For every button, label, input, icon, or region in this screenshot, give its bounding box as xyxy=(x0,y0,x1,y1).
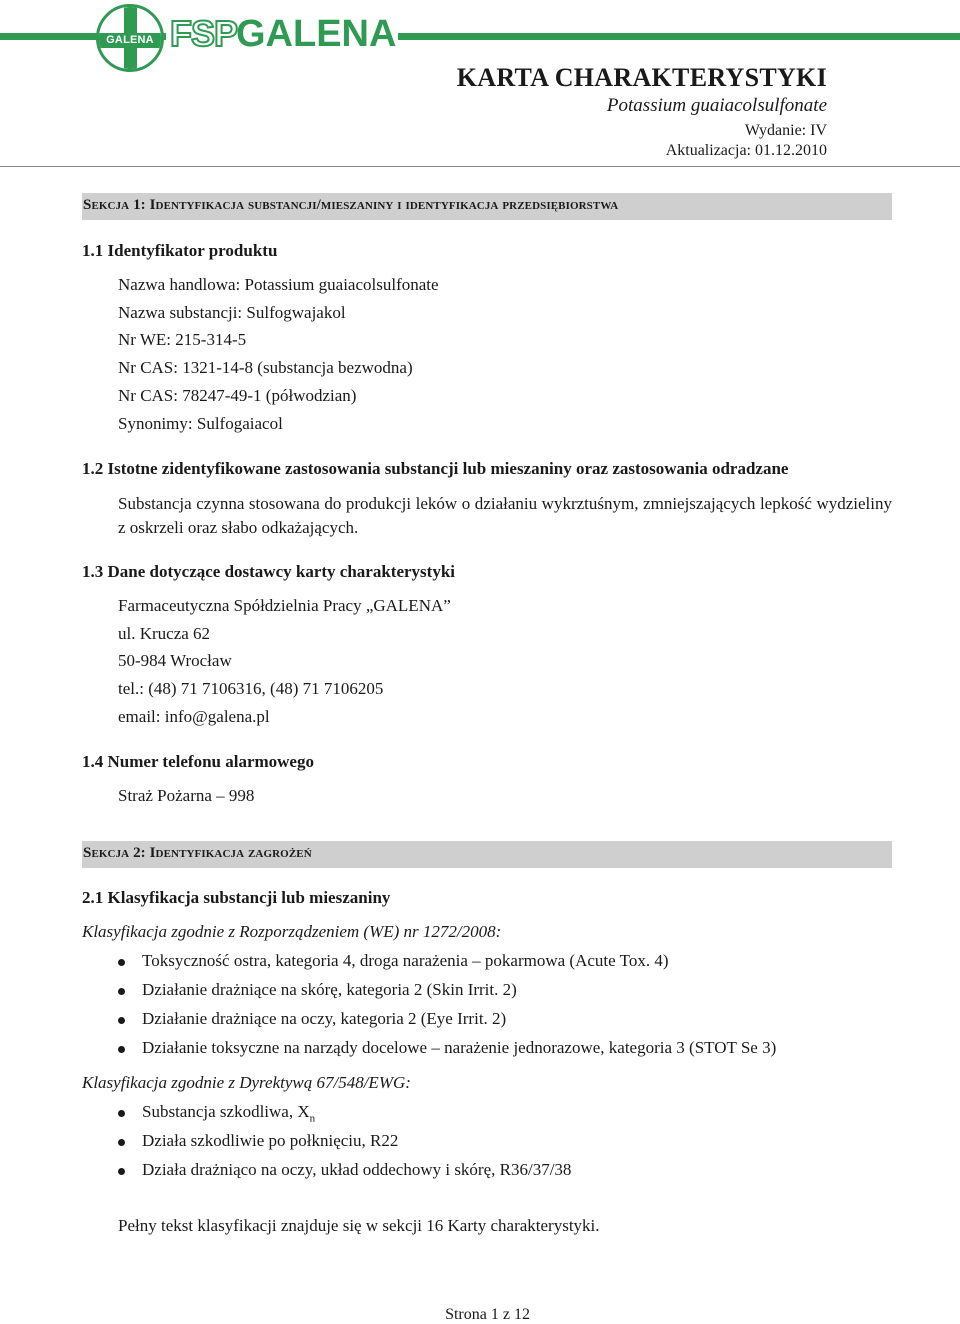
supplier-phone: tel.: (48) 71 7106316, (48) 71 7106205 xyxy=(118,679,384,698)
clp-item: Działanie toksyczne na narządy docelowe – narażenie jednorazowe, kategoria 3 (STOT Se 3) xyxy=(142,1038,777,1057)
logo-galena-text: GALENA xyxy=(236,13,397,55)
dsd-classification-label: Klasyfikacja zgodnie z Dyrektywą 67/548/EWG: xyxy=(82,1073,411,1092)
edition-label: Wydanie: IV xyxy=(744,122,827,139)
clp-item: Toksyczność ostra, kategoria 4, droga narażenia – pokarmowa (Acute Tox. 4) xyxy=(142,951,669,970)
document-subtitle: Potassium guaiacolsulfonate xyxy=(606,95,827,116)
bullet-icon xyxy=(118,1168,125,1175)
heading-1-2: 1.2 Istotne zidentyfikowane zastosowania substancji lub mieszaniny oraz zastosowania odradzane xyxy=(82,459,789,478)
document-title: KARTA CHARAKTERYSTYKI xyxy=(456,63,827,92)
supplier-email: email: info@galena.pl xyxy=(118,707,270,726)
clp-classification-label: Klasyfikacja zgodnie z Rozporządzeniem (WE) nr 1272/2008: xyxy=(82,922,502,941)
cas-number-hemihydrate: Nr CAS: 78247-49-1 (półwodzian) xyxy=(118,386,357,405)
heading-1-4: 1.4 Numer telefonu alarmowego xyxy=(82,752,314,771)
heading-2-1: 2.1 Klasyfikacja substancji lub mieszaniny xyxy=(82,888,391,907)
supplier-street: ul. Krucza 62 xyxy=(118,624,211,643)
dsd-item-harmful-subscript: n xyxy=(309,1112,316,1125)
dsd-item-harmful-text: Substancja szkodliwa, X xyxy=(142,1102,310,1121)
clp-item: Działanie drażniące na oczy, kategoria 2 (Eye Irrit. 2) xyxy=(142,1009,507,1028)
section-2-title: Sekcja 2: Identyfikacja zagrożeń xyxy=(83,845,312,861)
supplier-name: Farmaceutyczna Spółdzielnia Pracy „GALENA” xyxy=(118,596,451,615)
clp-item: Działanie drażniące na skórę, kategoria 2 (Skin Irrit. 2) xyxy=(142,980,517,999)
dsd-item: Działa szkodliwie po połknięciu, R22 xyxy=(142,1131,399,1150)
bullet-icon xyxy=(118,988,125,995)
ec-number: Nr WE: 215-314-5 xyxy=(118,330,247,349)
heading-1-3: 1.3 Dane dotyczące dostawcy karty charakterystyki xyxy=(82,562,455,581)
section-1-title: Sekcja 1: Identyfikacja substancji/mieszaniny i identyfikacja przedsiębiorstwa xyxy=(83,197,619,213)
page-number: Strona 1 z 12 xyxy=(445,1306,530,1323)
update-date: Aktualizacja: 01.12.2010 xyxy=(665,142,827,159)
bullet-icon xyxy=(118,1046,125,1053)
bullet-icon xyxy=(118,1139,125,1146)
uses-paragraph: Substancja czynna stosowana do produkcji leków o działaniu wykrztuśnym, zmniejszających lepkość wydzieliny z oskrzeli oraz słabo odkażających. xyxy=(118,494,892,537)
section-2-header xyxy=(82,841,892,868)
bullet-icon xyxy=(118,959,125,966)
full-classification-note: Pełny tekst klasyfikacji znajduje się w sekcji 16 Karty charakterystyki. xyxy=(118,1216,600,1235)
dsd-item: Działa drażniąco na oczy, układ oddechowy i skórę, R36/37/38 xyxy=(142,1160,572,1179)
header-divider xyxy=(0,166,960,167)
logo-fsp-text: FSP xyxy=(170,13,238,54)
emergency-number: Straż Pożarna – 998 xyxy=(118,786,255,805)
heading-1-1: 1.1 Identyfikator produktu xyxy=(82,241,278,260)
supplier-city: 50-984 Wrocław xyxy=(118,651,232,670)
substance-name: Nazwa substancji: Sulfogwajakol xyxy=(118,303,346,322)
logo-word: GALENA xyxy=(106,34,154,46)
bullet-icon xyxy=(118,1017,125,1024)
bullet-icon xyxy=(118,1110,125,1117)
section-1-header xyxy=(82,193,892,220)
cas-number-anhydrous: Nr CAS: 1321-14-8 (substancja bezwodna) xyxy=(118,358,413,377)
galena-logo-icon xyxy=(96,4,164,72)
dsd-item-harmful xyxy=(142,1102,315,1124)
synonyms: Synonimy: Sulfogaiacol xyxy=(118,414,283,433)
product-trade-name: Nazwa handlowa: Potassium guaiacolsulfonate xyxy=(118,275,439,294)
